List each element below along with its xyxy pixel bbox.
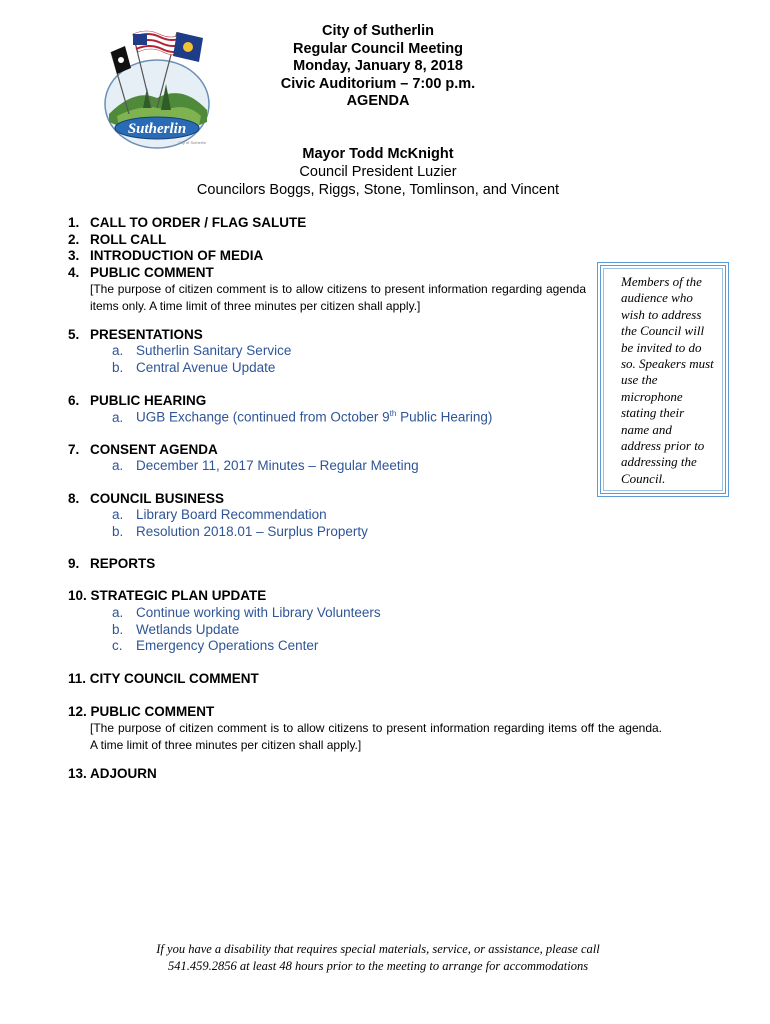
sub-letter: a. (112, 605, 124, 620)
item-title: CONSENT AGENDA (90, 442, 218, 457)
sub-text: Resolution 2018.01 – Surplus Property (136, 524, 368, 539)
item-number: 3. (68, 248, 80, 263)
accessibility-notice (0, 941, 756, 974)
sub-letter: b. (112, 622, 124, 637)
agenda-item-13 (68, 766, 157, 783)
mayor-name: Mayor Todd McKnight (302, 146, 454, 162)
item-title: ROLL CALL (90, 232, 167, 247)
accessibility-line-1: If you have a disability that requires special materials, service, or assistance, please call (156, 942, 600, 956)
sub-letter: a. (112, 507, 124, 522)
agenda-item-11 (68, 671, 259, 688)
item-number: 12. (68, 704, 87, 719)
agenda-item-8 (68, 491, 224, 508)
item-number: 2. (68, 232, 80, 247)
agenda-item-10 (68, 588, 266, 605)
agenda-item-9 (68, 556, 155, 573)
sub-text: UGB Exchange (continued from October 9 (136, 409, 390, 425)
audience-note-box (597, 262, 729, 497)
item-number: 13. (68, 766, 87, 781)
agenda-item-1 (68, 215, 306, 232)
sub-text: Continue working with Library Volunteers (136, 605, 381, 620)
sub-item (112, 409, 492, 425)
sub-item (112, 524, 368, 539)
agenda-item-3 (68, 248, 263, 265)
sub-letter: b. (112, 524, 124, 539)
item-title: CALL TO ORDER / FLAG SALUTE (90, 215, 307, 230)
accessibility-line-2: 541.459.2856 at least 48 hours prior to the meeting to arrange for accommodations (167, 958, 589, 973)
item-title: PUBLIC COMMENT (90, 265, 214, 280)
sub-letter: a. (112, 343, 124, 358)
sub-text: Public Hearing) (396, 409, 493, 425)
agenda-header (0, 23, 756, 111)
agenda-item-2 (68, 232, 166, 249)
city-title: City of Sutherlin (322, 23, 434, 39)
meeting-date: Monday, January 8, 2018 (293, 58, 463, 74)
audience-note-text: Members of the audience who wish to address the Council will be invited to do so. Speakers must use the microphone stating their name and address prior to addressing the Council. (621, 274, 714, 486)
sub-item (112, 343, 291, 358)
agenda-item-6 (68, 393, 206, 410)
sub-item (112, 360, 275, 375)
council-president: Council President Luzier (299, 164, 457, 180)
sub-letter: b. (112, 360, 124, 375)
item-number: 9. (68, 556, 80, 571)
meeting-location: Civic Auditorium – 7:00 p.m. (280, 75, 476, 92)
sub-text: Emergency Operations Center (136, 638, 319, 653)
sub-item (112, 638, 318, 653)
sub-item (112, 507, 327, 522)
sub-item (112, 622, 239, 637)
page-title: AGENDA (346, 93, 410, 109)
svg-text:Sutherlin: Sutherlin (127, 121, 187, 137)
sub-item (112, 605, 381, 620)
sub-text: Sutherlin Sanitary Service (136, 343, 292, 358)
item-number: 5. (68, 327, 80, 342)
logo-caption: City of Sutherlin (178, 140, 207, 145)
item-number: 1. (68, 215, 80, 230)
public-comment-note: [The purpose of citizen comment is to allow citizens to present information regarding agenda items only. A time limit of three minutes per citizen shall apply.] (90, 282, 586, 313)
item-title: STRATEGIC PLAN UPDATE (90, 588, 267, 603)
sub-letter: c. (112, 638, 123, 653)
item-title: ADJOURN (90, 766, 157, 781)
item-title: INTRODUCTION OF MEDIA (90, 248, 264, 263)
item-number: 10. (68, 588, 87, 603)
item-number: 8. (68, 491, 80, 506)
sub-text: Library Board Recommendation (136, 507, 327, 522)
agenda-item-5 (68, 327, 203, 344)
item-number: 4. (68, 265, 80, 280)
meeting-type: Regular Council Meeting (293, 40, 463, 57)
sub-letter: a. (112, 409, 124, 425)
sub-text: December 11, 2017 Minutes – Regular Meeting (136, 458, 419, 473)
item-title: REPORTS (90, 556, 156, 571)
agenda-item-4 (68, 265, 214, 282)
item-title: PRESENTATIONS (90, 327, 203, 342)
item-title: PUBLIC HEARING (90, 393, 207, 408)
ordinal-suffix: th (389, 409, 397, 418)
public-comment-note: [The purpose of citizen comment is to allow citizens to present information regarding items off the agenda. A time limit of three minutes per citizen shall apply.] (90, 721, 662, 752)
sub-item (112, 458, 419, 473)
item-number: 6. (68, 393, 80, 408)
sub-text: Wetlands Update (136, 622, 240, 637)
item-number: 7. (68, 442, 80, 457)
agenda-item-12 (68, 704, 214, 721)
sub-letter: a. (112, 458, 124, 473)
agenda-item-7 (68, 442, 218, 459)
item-title: PUBLIC COMMENT (90, 704, 215, 719)
item-title: COUNCIL BUSINESS (90, 491, 225, 506)
council-members (0, 145, 756, 199)
item-title: CITY COUNCIL COMMENT (89, 671, 259, 686)
councilors-list: Councilors Boggs, Riggs, Stone, Tomlinson, and Vincent (196, 182, 560, 198)
item-number: 11. (68, 671, 87, 686)
sub-text: Central Avenue Update (136, 360, 276, 375)
